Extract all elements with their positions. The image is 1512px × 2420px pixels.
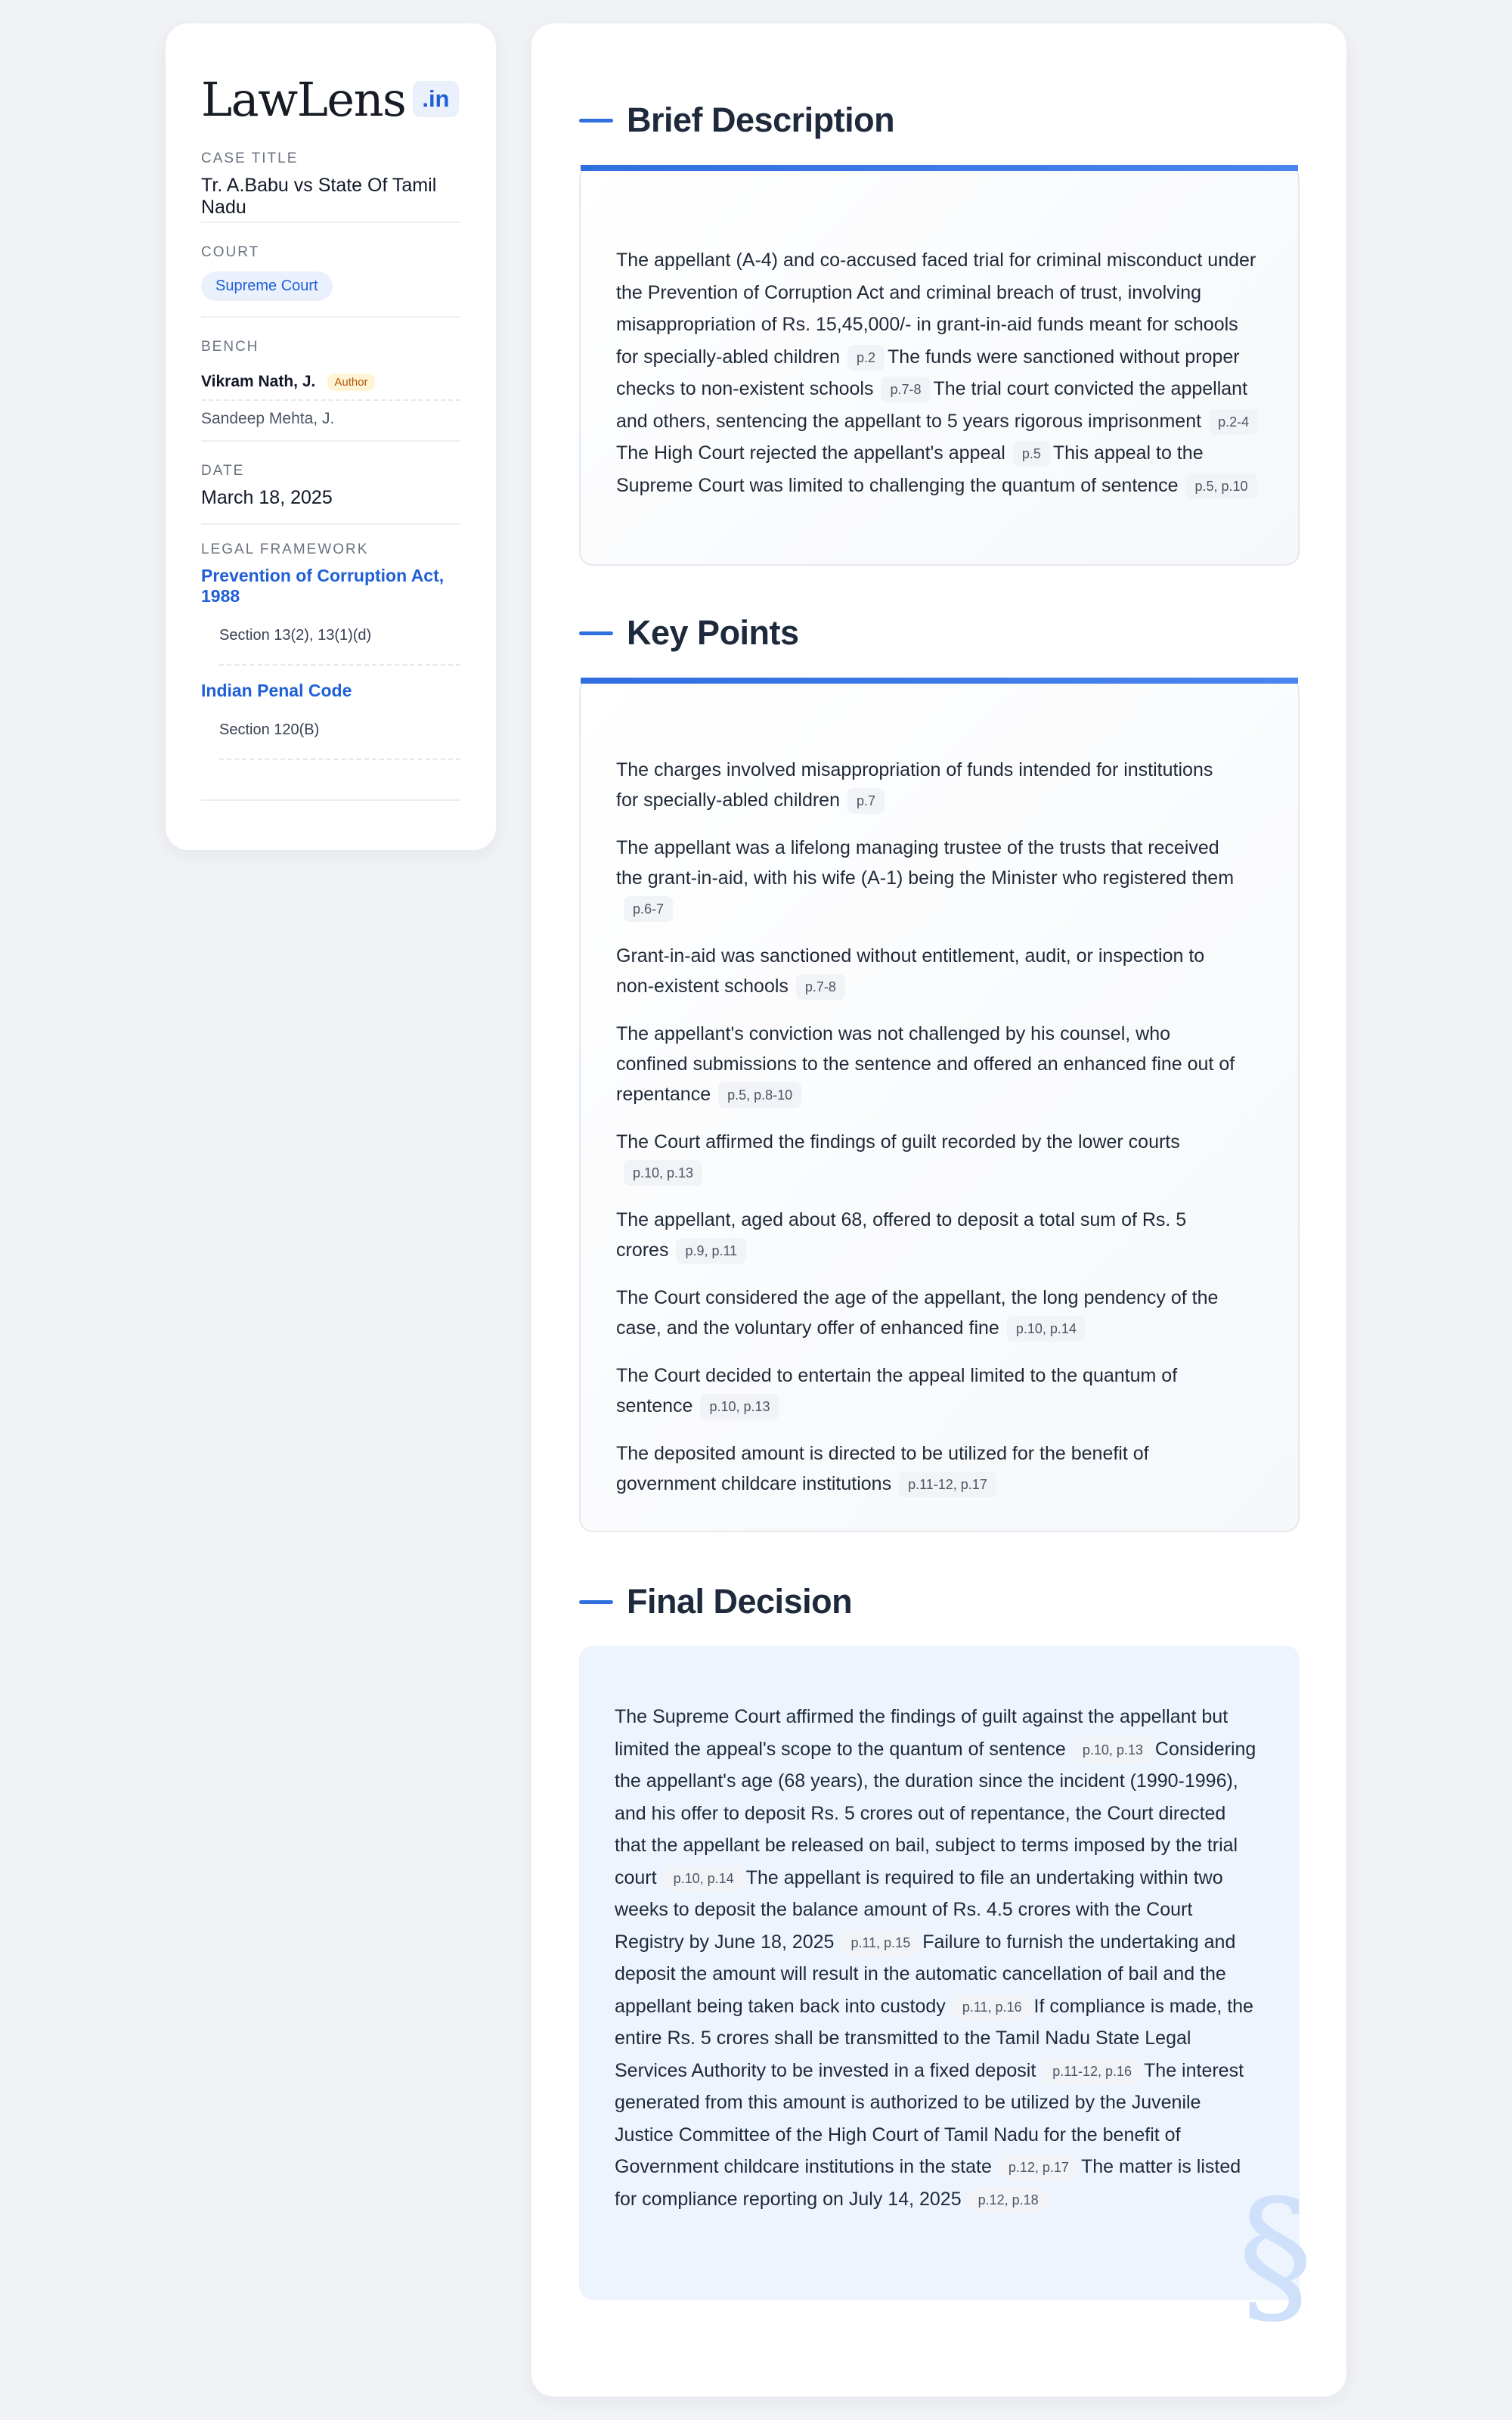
page-citation-badge[interactable]: p.10, p.13 bbox=[700, 1394, 779, 1419]
act-sections: Section 13(2), 13(1)(d) bbox=[219, 607, 460, 666]
key-points-title: Key Points bbox=[627, 613, 799, 652]
key-point-text: The appellant, aged about 68, offered to deposit a total sum of Rs. 5 crores bbox=[616, 1209, 1187, 1261]
key-point-text: The Court decided to entertain the appeal limited to the quantum of sentence bbox=[616, 1365, 1178, 1416]
page-citation-badge[interactable]: p.5, p.8-10 bbox=[718, 1082, 801, 1108]
page-citation-badge[interactable]: p.7-8 bbox=[881, 377, 930, 402]
key-point-item bbox=[616, 1127, 1238, 1187]
final-decision-title: Final Decision bbox=[627, 1582, 853, 1621]
brief-description-title: Brief Description bbox=[627, 101, 895, 139]
page-citation-badge[interactable]: p.6-7 bbox=[624, 896, 673, 922]
date-field bbox=[201, 442, 460, 525]
date-value: March 18, 2025 bbox=[201, 487, 333, 508]
key-point-text: The appellant's conviction was not challenged by his counsel, who confined submissions to the sentence and offered an enhanced fine out of repentance bbox=[616, 1023, 1235, 1105]
key-point-item bbox=[616, 941, 1238, 1001]
summary-sentence: This appeal to the Supreme Court was limited to challenging the quantum of sentence bbox=[616, 442, 1204, 496]
court-badge: Supreme Court bbox=[201, 271, 333, 301]
case-title-value: Tr. A.Babu vs State Of Tamil Nadu bbox=[201, 175, 437, 218]
page-citation-badge[interactable]: p.10, p.13 bbox=[1074, 1737, 1152, 1763]
page-citation-badge[interactable]: p.2-4 bbox=[1209, 409, 1258, 435]
key-point-item bbox=[616, 1360, 1238, 1421]
key-point-text: Grant-in-aid was sanctioned without entitlement, audit, or inspection to non-existent schools bbox=[616, 945, 1205, 997]
page-citation-badge[interactable]: p.9, p.11 bbox=[676, 1238, 746, 1264]
legal-framework-label: LEGAL FRAMEWORK bbox=[201, 541, 369, 557]
key-point-text: The charges involved misappropriation of funds intended for institutions for specially-abled children bbox=[616, 759, 1213, 811]
summary-sentence: The appellant is required to file an undertaking within two weeks to deposit the balance amount of Rs. 4.5 crores with the Court Registry by June 18, 2025 bbox=[615, 1866, 1223, 1953]
summary-sentence: The trial court convicted the appellant and others, sentencing the appellant to 5 years rigorous imprisonment bbox=[616, 378, 1248, 432]
brief-description-header bbox=[579, 101, 894, 140]
key-point-item bbox=[616, 755, 1238, 815]
heading-accent-bar bbox=[579, 119, 613, 123]
act-title[interactable]: Indian Penal Code bbox=[201, 681, 352, 700]
page-citation-badge[interactable]: p.5 bbox=[1013, 441, 1050, 467]
summary-sentence: Failure to furnish the undertaking and deposit the amount will result in the automatic cancellation of bail and the appellant being taken back into custody bbox=[615, 1931, 1236, 2017]
bench-judge-row bbox=[201, 401, 460, 437]
page-citation-badge[interactable]: p.2 bbox=[847, 345, 885, 371]
page-citation-badge[interactable]: p.7-8 bbox=[796, 974, 845, 1000]
logo-wordmark: LawLens bbox=[201, 71, 406, 127]
date-label: DATE bbox=[201, 463, 245, 479]
key-point-item bbox=[616, 1205, 1238, 1265]
final-decision-header bbox=[579, 1582, 852, 1621]
key-point-item bbox=[616, 1283, 1238, 1343]
key-points-list bbox=[616, 755, 1238, 1499]
summary-sentence: The matter is listed for compliance reporting on July 14, 2025 bbox=[615, 2156, 1241, 2210]
key-points-header bbox=[579, 613, 799, 653]
legal-framework-field bbox=[201, 525, 460, 801]
author-badge: Author bbox=[327, 374, 374, 391]
final-decision-panel bbox=[579, 1646, 1313, 2344]
summary-sentence: The interest generated from this amount is authorized to be utilized by the Juvenile Justice Committee of the High Court of Tamil Nadu for the benefit of Government childcare institutions in the state bbox=[615, 2059, 1244, 2177]
page-citation-badge[interactable]: p.10, p.14 bbox=[665, 1866, 743, 1891]
section-symbol-watermark: § bbox=[1238, 2167, 1313, 2344]
page-citation-badge[interactable]: p.5, p.10 bbox=[1185, 473, 1256, 499]
key-point-item bbox=[616, 833, 1238, 923]
page-citation-badge[interactable]: p.10, p.14 bbox=[1007, 1316, 1086, 1342]
summary-sentence: If compliance is made, the entire Rs. 5 crores shall be transmitted to the Tamil Nadu State Legal Services Authority to be invested in a fixed deposit bbox=[615, 1995, 1253, 2081]
case-title-field bbox=[201, 134, 460, 223]
lawlens-logo[interactable] bbox=[201, 64, 460, 134]
final-decision-text bbox=[615, 1701, 1262, 2215]
key-point-text: The appellant was a lifelong managing trustee of the trusts that received the grant-in-aid, with his wife (A-1) being the Minister who registered them bbox=[616, 837, 1235, 889]
brief-description-text bbox=[616, 244, 1263, 501]
page-citation-badge[interactable]: p.11-12, p.16 bbox=[1043, 2059, 1141, 2084]
page-citation-badge[interactable]: p.11-12, p.17 bbox=[899, 1472, 996, 1497]
summary-sentence: The appellant (A-4) and co-accused faced trial for criminal misconduct under the Prevention of Corruption Act and criminal breach of trust, involving misappropriation of Rs. 15,45,000/- in grant-in-aid funds meant for schools for specially-abled children bbox=[616, 250, 1256, 368]
page-citation-badge[interactable]: p.10, p.13 bbox=[624, 1160, 702, 1186]
page-citation-badge[interactable]: p.11, p.16 bbox=[953, 1994, 1031, 2020]
act-title[interactable]: Prevention of Corruption Act, 1988 bbox=[201, 566, 445, 606]
page-citation-badge[interactable]: p.12, p.18 bbox=[969, 2187, 1048, 2213]
case-title-label: CASE TITLE bbox=[201, 150, 299, 166]
summary-sentence: The High Court rejected the appellant's appeal bbox=[616, 442, 1005, 464]
key-point-text: The Court affirmed the findings of guilt recorded by the lower courts bbox=[616, 1131, 1180, 1153]
heading-accent-bar bbox=[579, 1600, 613, 1604]
logo-tld-badge: .in bbox=[413, 81, 458, 117]
key-point-item bbox=[616, 1438, 1238, 1499]
bench-judge-row bbox=[201, 365, 460, 401]
page-citation-badge[interactable]: p.11, p.15 bbox=[841, 1930, 919, 1956]
page-citation-badge[interactable]: p.12, p.17 bbox=[999, 2155, 1078, 2180]
key-point-item bbox=[616, 1019, 1238, 1109]
court-label: COURT bbox=[201, 244, 260, 260]
heading-accent-bar bbox=[579, 631, 613, 635]
summary-sentence: Considering the appellant's age (68 years), the duration since the incident (1990-1996), and his offer to deposit Rs. 5 crores out of repentance, the Court directed that the appellant be released on bail, subject to terms imposed by the trial court bbox=[615, 1738, 1256, 1888]
judge-name: Vikram Nath, J. bbox=[201, 373, 316, 390]
bench-field bbox=[201, 318, 460, 442]
bench-label: BENCH bbox=[201, 339, 259, 355]
summary-sentence: The funds were sanctioned without proper checks to non-existent schools bbox=[616, 346, 1240, 399]
key-points-panel bbox=[579, 678, 1300, 1532]
page-citation-badge[interactable]: p.7 bbox=[847, 788, 885, 814]
case-info-sidebar bbox=[166, 23, 496, 850]
key-point-text: The Court considered the age of the appellant, the long pendency of the case, and the voluntary offer of enhanced fine bbox=[616, 1287, 1219, 1339]
brief-description-panel bbox=[579, 165, 1300, 566]
court-field bbox=[201, 223, 460, 318]
judgment-summary-card bbox=[531, 23, 1346, 2397]
key-point-text: The deposited amount is directed to be utilized for the benefit of government childcare institutions bbox=[616, 1443, 1149, 1494]
summary-sentence: The Supreme Court affirmed the findings of guilt against the appellant but limited the appeal's scope to the quantum of sentence bbox=[615, 1706, 1228, 1760]
judge-name: Sandeep Mehta, J. bbox=[201, 410, 335, 427]
act-sections: Section 120(B) bbox=[219, 701, 460, 760]
